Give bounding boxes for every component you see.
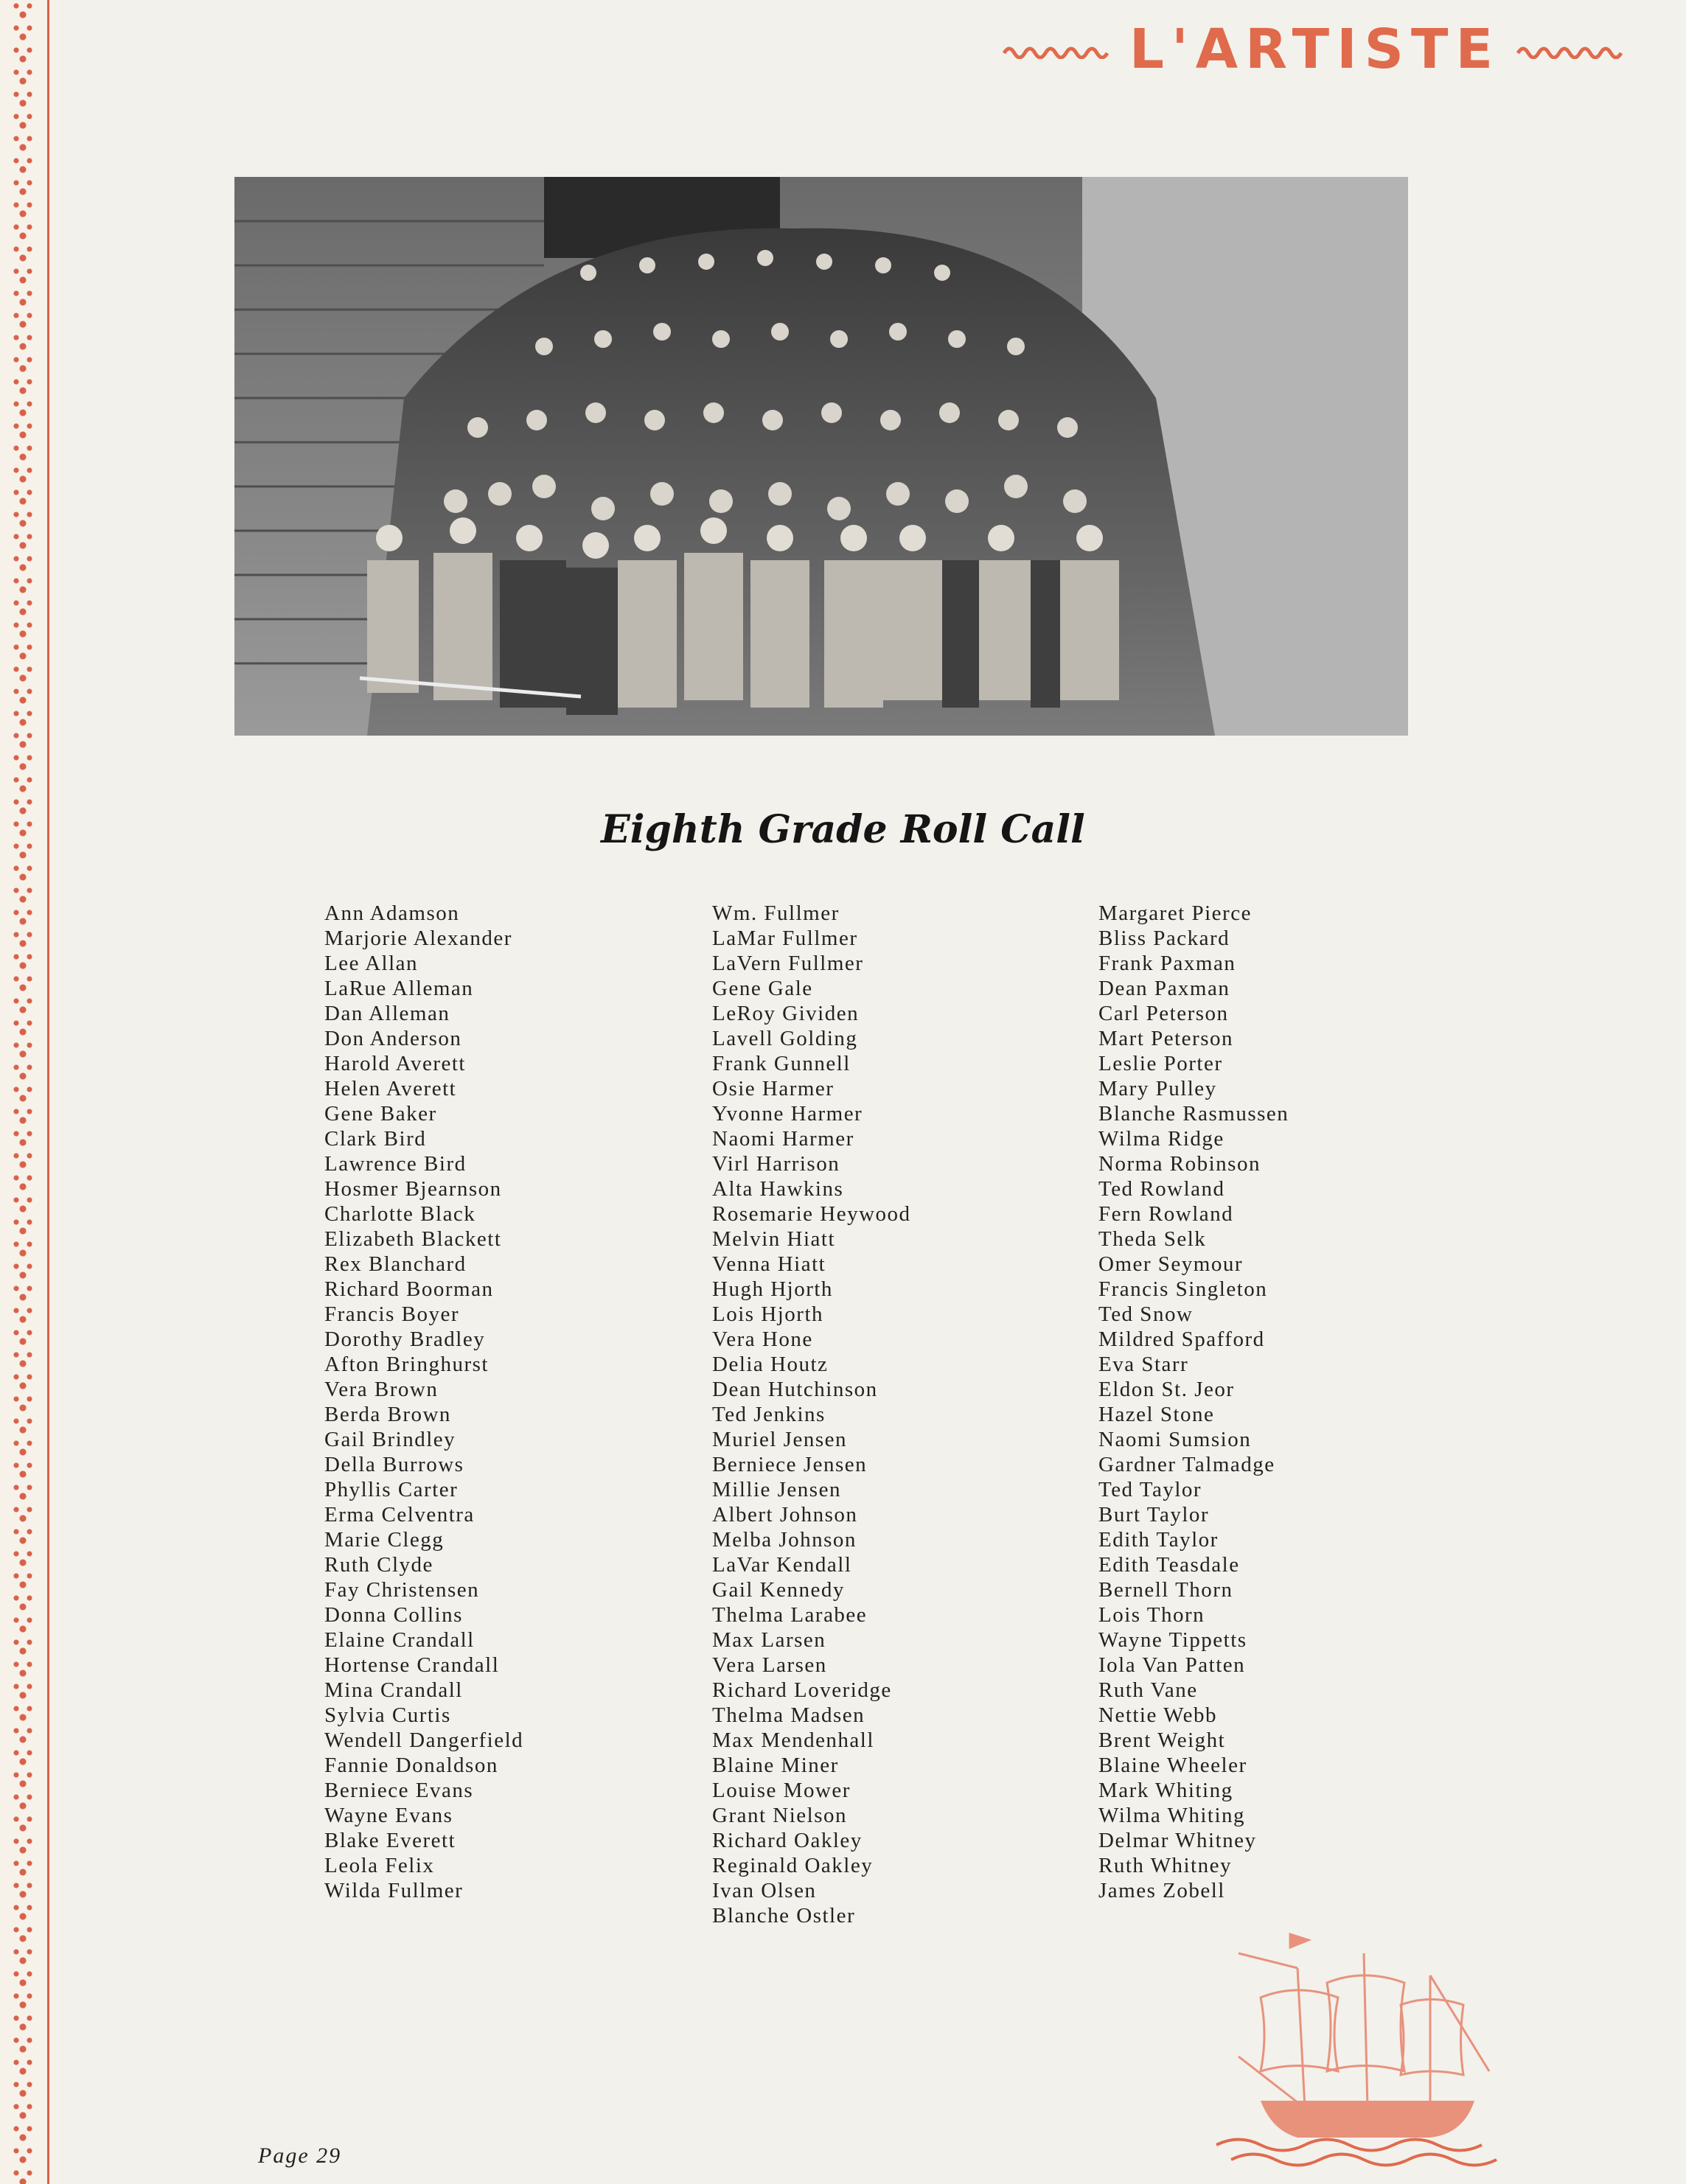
list-item: Mary Pulley [1098, 1077, 1217, 1100]
list-item: Donna Collins [324, 1603, 463, 1627]
list-item: Marjorie Alexander [324, 927, 512, 950]
list-item: Hugh Hjorth [712, 1277, 833, 1301]
list-item: Ted Rowland [1098, 1177, 1225, 1201]
list-item: Gail Kennedy [712, 1578, 845, 1602]
list-item: Thelma Madsen [712, 1703, 865, 1727]
list-item: LeRoy Gividen [712, 1002, 860, 1025]
list-item: Harold Averett [324, 1052, 466, 1075]
list-item: Wm. Fullmer [712, 901, 840, 925]
list-item: Max Mendenhall [712, 1728, 874, 1752]
list-item: Francis Boyer [324, 1302, 459, 1326]
list-item: Berda Brown [324, 1403, 451, 1426]
wave-ornament-icon [1516, 40, 1627, 59]
list-item: Marie Clegg [324, 1528, 445, 1552]
list-item: Lois Hjorth [712, 1302, 824, 1326]
list-item: Ruth Whitney [1098, 1854, 1232, 1877]
list-item: Mildred Spafford [1098, 1328, 1265, 1351]
list-item: Edith Taylor [1098, 1528, 1219, 1552]
list-item: Bliss Packard [1098, 927, 1230, 950]
list-item: Max Larsen [712, 1628, 826, 1652]
list-item: Phyllis Carter [324, 1478, 459, 1501]
list-item: Berniece Jensen [712, 1453, 868, 1476]
list-item: Alta Hawkins [712, 1177, 844, 1201]
page-title: Eighth Grade Roll Call [601, 807, 1085, 852]
list-item: Lawrence Bird [324, 1152, 467, 1176]
list-item: Wilma Ridge [1098, 1127, 1225, 1151]
list-item: Rosemarie Heywood [712, 1202, 911, 1226]
list-item: Mina Crandall [324, 1678, 463, 1702]
roll-call-column-1 [324, 901, 523, 1903]
roll-call-column-2 [712, 901, 911, 1928]
list-item: Blake Everett [324, 1829, 456, 1852]
list-item: LaMar Fullmer [712, 927, 858, 950]
list-item: Omer Seymour [1098, 1252, 1243, 1276]
list-item: Melba Johnson [712, 1528, 857, 1552]
page-header [1003, 18, 1627, 81]
list-item: Erma Celventra [324, 1503, 475, 1527]
list-item: Lavell Golding [712, 1027, 858, 1050]
list-item: Ted Snow [1098, 1302, 1194, 1326]
list-item: Eva Starr [1098, 1353, 1189, 1376]
list-item: Sylvia Curtis [324, 1703, 451, 1727]
list-item: Norma Robinson [1098, 1152, 1261, 1176]
decorative-page-border [0, 0, 58, 2184]
list-item: Dan Alleman [324, 1002, 450, 1025]
list-item: Frank Paxman [1098, 952, 1236, 975]
list-item: Ted Taylor [1098, 1478, 1202, 1501]
list-item: Leola Felix [324, 1854, 435, 1877]
list-item: Hosmer Bjearnson [324, 1177, 502, 1201]
list-item: Ted Jenkins [712, 1403, 826, 1426]
list-item: Fern Rowland [1098, 1202, 1234, 1226]
list-item: Thelma Larabee [712, 1603, 868, 1627]
list-item: Afton Bringhurst [324, 1353, 489, 1376]
list-item: Dorothy Bradley [324, 1328, 486, 1351]
list-item: Rex Blanchard [324, 1252, 467, 1276]
list-item: Richard Loveridge [712, 1678, 892, 1702]
list-item: Charlotte Black [324, 1202, 476, 1226]
list-item: Hortense Crandall [324, 1653, 500, 1677]
list-item: LaRue Alleman [324, 977, 474, 1000]
list-item: Naomi Harmer [712, 1127, 854, 1151]
list-item: Clark Bird [324, 1127, 427, 1151]
page-number: Page 29 [258, 2143, 342, 2168]
list-item: Ivan Olsen [712, 1879, 817, 1902]
list-item: Wendell Dangerfield [324, 1728, 524, 1752]
list-item: Wilma Whiting [1098, 1804, 1246, 1827]
list-item: Wayne Tippetts [1098, 1628, 1247, 1652]
list-item: Ann Adamson [324, 901, 460, 925]
list-item: Theda Selk [1098, 1227, 1207, 1251]
list-item: Mark Whiting [1098, 1779, 1233, 1802]
list-item: Blaine Miner [712, 1754, 839, 1777]
list-item: Lois Thorn [1098, 1603, 1205, 1627]
list-item: Naomi Sumsion [1098, 1428, 1252, 1451]
list-item: LaVern Fullmer [712, 952, 864, 975]
list-item: Helen Averett [324, 1077, 457, 1100]
list-item: Frank Gunnell [712, 1052, 851, 1075]
list-item: Gardner Talmadge [1098, 1453, 1275, 1476]
list-item: Blaine Wheeler [1098, 1754, 1247, 1777]
list-item: Carl Peterson [1098, 1002, 1229, 1025]
list-item: Don Anderson [324, 1027, 462, 1050]
list-item: Della Burrows [324, 1453, 464, 1476]
list-item: Elizabeth Blackett [324, 1227, 502, 1251]
list-item: LaVar Kendall [712, 1553, 852, 1577]
list-item: Dean Hutchinson [712, 1378, 878, 1401]
list-item: Gail Brindley [324, 1428, 456, 1451]
list-item: Gene Gale [712, 977, 813, 1000]
list-item: Richard Boorman [324, 1277, 494, 1301]
masthead: L'ARTISTE [1129, 18, 1500, 81]
list-item: Brent Weight [1098, 1728, 1226, 1752]
list-item: Mart Peterson [1098, 1027, 1233, 1050]
list-item: Fannie Donaldson [324, 1754, 498, 1777]
list-item: Fay Christensen [324, 1578, 480, 1602]
list-item: Berniece Evans [324, 1779, 474, 1802]
floral-border-icon [9, 0, 38, 2184]
list-item: Iola Van Patten [1098, 1653, 1246, 1677]
border-rule [47, 0, 49, 2184]
list-item: Virl Harrison [712, 1152, 840, 1176]
list-item: Leslie Porter [1098, 1052, 1223, 1075]
list-item: Francis Singleton [1098, 1277, 1268, 1301]
list-item: Vera Larsen [712, 1653, 827, 1677]
list-item: Gene Baker [324, 1102, 437, 1126]
list-item: Louise Mower [712, 1779, 851, 1802]
list-item: Blanche Rasmussen [1098, 1102, 1289, 1126]
list-item: Osie Harmer [712, 1077, 835, 1100]
wave-ornament-icon [1003, 40, 1113, 59]
list-item: Wilda Fullmer [324, 1879, 464, 1902]
list-item: Vera Hone [712, 1328, 813, 1351]
list-item: Margaret Pierce [1098, 901, 1252, 925]
list-item: Edith Teasdale [1098, 1553, 1240, 1577]
class-group-photo [234, 177, 1408, 736]
roll-call-column-3 [1098, 901, 1289, 1903]
list-item: Albert Johnson [712, 1503, 858, 1527]
list-item: Ruth Vane [1098, 1678, 1198, 1702]
list-item: Yvonne Harmer [712, 1102, 863, 1126]
list-item: Muriel Jensen [712, 1428, 847, 1451]
sailing-ship-icon [1209, 1924, 1504, 2174]
list-item: Bernell Thorn [1098, 1578, 1233, 1602]
list-item: Blanche Ostler [712, 1904, 856, 1927]
list-item: James Zobell [1098, 1879, 1225, 1902]
list-item: Nettie Webb [1098, 1703, 1218, 1727]
list-item: Wayne Evans [324, 1804, 453, 1827]
list-item: Dean Paxman [1098, 977, 1230, 1000]
list-item: Ruth Clyde [324, 1553, 433, 1577]
list-item: Delmar Whitney [1098, 1829, 1257, 1852]
list-item: Delia Houtz [712, 1353, 829, 1376]
list-item: Reginald Oakley [712, 1854, 874, 1877]
list-item: Eldon St. Jeor [1098, 1378, 1235, 1401]
list-item: Venna Hiatt [712, 1252, 826, 1276]
list-item: Melvin Hiatt [712, 1227, 836, 1251]
list-item: Vera Brown [324, 1378, 439, 1401]
list-item: Elaine Crandall [324, 1628, 475, 1652]
list-item: Richard Oakley [712, 1829, 863, 1852]
list-item: Hazel Stone [1098, 1403, 1215, 1426]
list-item: Burt Taylor [1098, 1503, 1210, 1527]
list-item: Grant Nielson [712, 1804, 847, 1827]
list-item: Millie Jensen [712, 1478, 841, 1501]
list-item: Lee Allan [324, 952, 419, 975]
